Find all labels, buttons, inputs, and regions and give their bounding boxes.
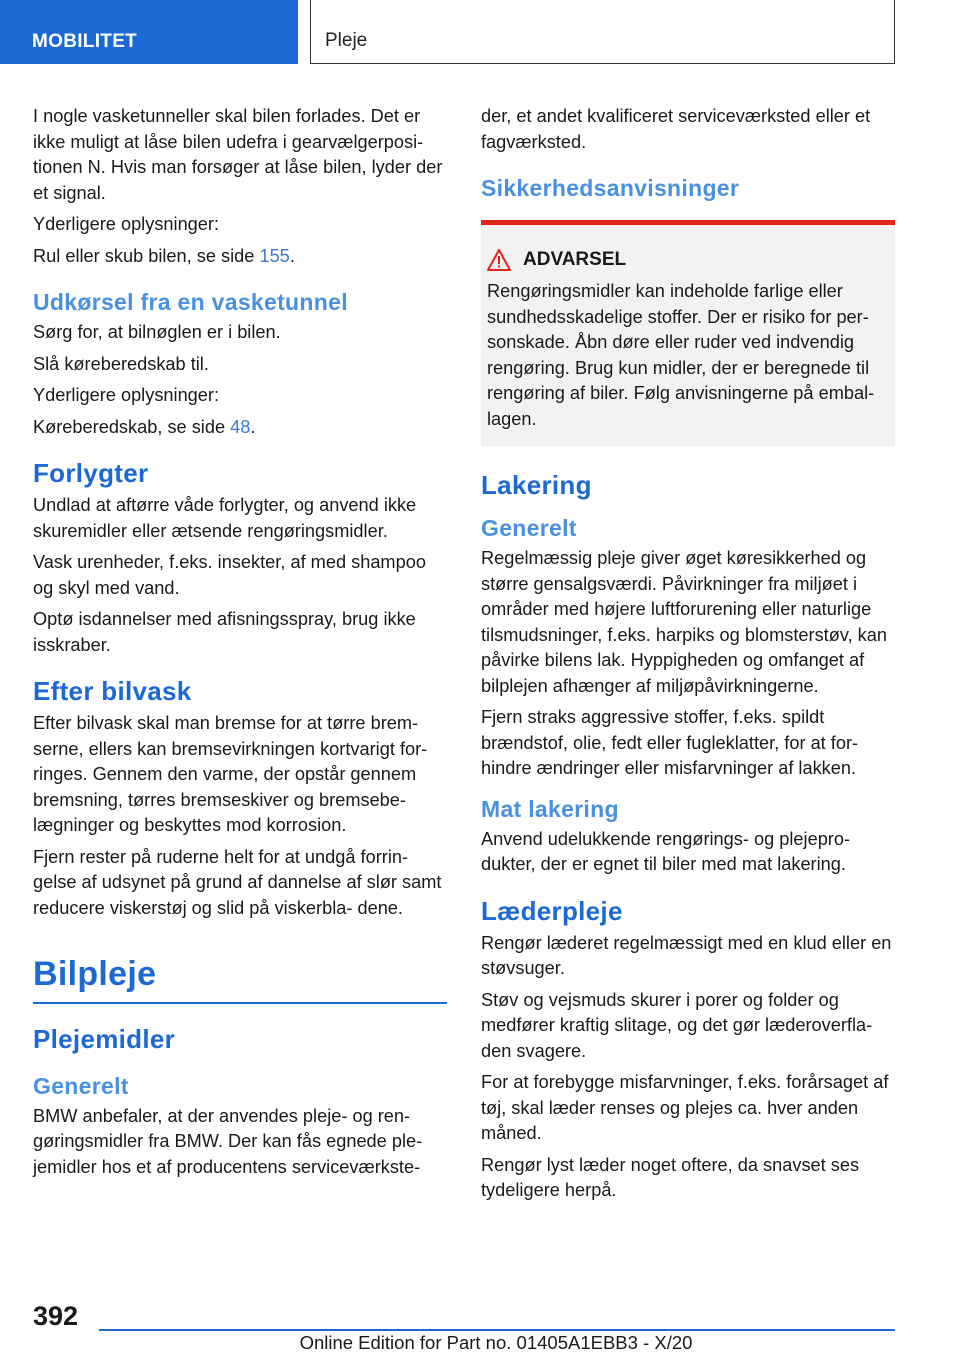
warning-triangle-icon — [487, 249, 511, 271]
section-tab: MOBILITET — [0, 0, 298, 64]
paragraph: Fjern straks aggressive stoffer, f.eks. spildt brændstof, olie, fedt eller fugleklatter, for at for- hindre ændringer eller misfarvninger af lakken. — [481, 707, 859, 778]
footer-edition: Online Edition for Part no. 01405A1EBB3 - X/20 — [299, 1332, 693, 1353]
footer-divider — [99, 1329, 895, 1331]
warning-text: Rengøringsmidler kan indeholde farlige eller sundhedsskadelige stoffer. Der er risiko for per- sonskade. Åbn døre eller ruder ved indvendig rengøring. Brug kun midler, der er beregnede til rengøring af biler. Følg anvisningerne på embal- lagen. — [487, 281, 875, 429]
page-link-155[interactable]: 155 — [259, 245, 290, 266]
right-column — [481, 104, 895, 1210]
paragraph: Støv og vejsmuds skurer i porer og folder og medfører kraftig slitage, og det gør læderoverfla- den svagere. — [481, 989, 873, 1061]
paragraph: Yderligere oplysninger: — [33, 385, 220, 405]
heading-care-products: Plejemidler — [33, 1023, 176, 1054]
paragraph: Køreberedskab, se side 48. — [33, 416, 256, 437]
paragraph: Yderligere oplysninger: — [33, 214, 220, 234]
paragraph: Efter bilvask skal man bremse for at tørre brem- serne, ellers kan bremsevirkningen kortvarigt for- ringes. Gennem den varme, der opstår gennem bremsning, tørres bremseskiver og bremsebe- lægninger og beskyttes mod korrosion. — [33, 713, 428, 835]
heading-headlights: Forlygter — [33, 458, 149, 488]
paragraph: Rengør lyst læder noget oftere, da snavset ses tydeligere herpå. — [481, 1154, 860, 1200]
paragraph: Optø isdannelser med afisningsspray, brug ikke isskraber. — [33, 609, 416, 655]
paragraph: Rengør læderet regelmæssigt med en klud eller en støvsuger. — [481, 932, 892, 978]
heading-safety: Sikkerhedsanvisninger — [481, 175, 740, 201]
paragraph: Sørg for, at bilnøglen er i bilen. — [33, 322, 281, 342]
warning-header — [487, 249, 887, 271]
paragraph: BMW anbefaler, at der anvendes pleje- og ren- gøringsmidler fra BMW. Der kan fås egnede ple- jemidler hos et af producentens serviceværkste- — [33, 1105, 423, 1177]
page-number: 392 — [33, 1301, 79, 1331]
chapter-title: Pleje — [310, 0, 895, 64]
heading-matte-paint: Mat lakering — [481, 795, 619, 822]
left-column — [33, 104, 447, 1186]
heading-car-care: Bilpleje — [33, 955, 157, 993]
heading-paint: Lakering — [481, 470, 592, 500]
section-divider — [33, 1002, 447, 1004]
paragraph: Regelmæssig pleje giver øget køresikkerhed og større gensalgsværdi. Påvirkninger fra miljøet i områder med højere luftforurening eller naturlige tilsmudsninger, f.eks. harpiks og blomsterstøv, kan påvirke bilens lak. Hyppigheden og omfanget af bilplejen afhænger af miljøpåvirkningerne. — [481, 548, 888, 696]
warning-box — [481, 220, 895, 446]
page-link-48[interactable]: 48 — [230, 416, 251, 437]
heading-general: Generelt — [481, 515, 577, 541]
paragraph: der, et andet kvalificeret serviceværksted eller et fagværksted. — [481, 106, 871, 152]
paragraph: Fjern rester på ruderne helt for at undgå forrin- gelse af udsynet på grund af dannelse af slør samt reducere viskerstøj og slid på viskerbla- dene. — [33, 846, 442, 918]
paragraph: Anvend udelukkende rengørings- og plejepro- dukter, der er egnet til biler med mat lakering. — [481, 828, 851, 874]
paragraph: Vask urenheder, f.eks. insekter, af med shampoo og skyl med vand. — [33, 552, 426, 598]
paragraph: Slå køreberedskab til. — [33, 353, 209, 374]
heading-after-wash: Efter bilvask — [33, 676, 192, 706]
paragraph: Rul eller skub bilen, se side 155. — [33, 245, 295, 266]
paragraph: For at forebygge misfarvninger, f.eks. forårsaget af tøj, skal læder renses og plejes ca. hver anden måned. — [481, 1072, 889, 1143]
paragraph: I nogle vasketunneller skal bilen forlades. Det er ikke muligt at låse bilen udefra i gearvælgerposi- tionen N. Hvis man forsøger at låse bilen, lyder der et signal. — [33, 106, 443, 203]
heading-general: Generelt — [33, 1072, 129, 1099]
heading-leather-care: Læderpleje — [481, 895, 623, 926]
heading-exit-carwash: Udkørsel fra en vasketunnel — [33, 289, 348, 315]
warning-title: ADVARSEL — [523, 249, 627, 270]
paragraph: Undlad at aftørre våde forlygter, og anvend ikke skuremidler eller ætsende rengøringsmidler. — [33, 495, 417, 541]
